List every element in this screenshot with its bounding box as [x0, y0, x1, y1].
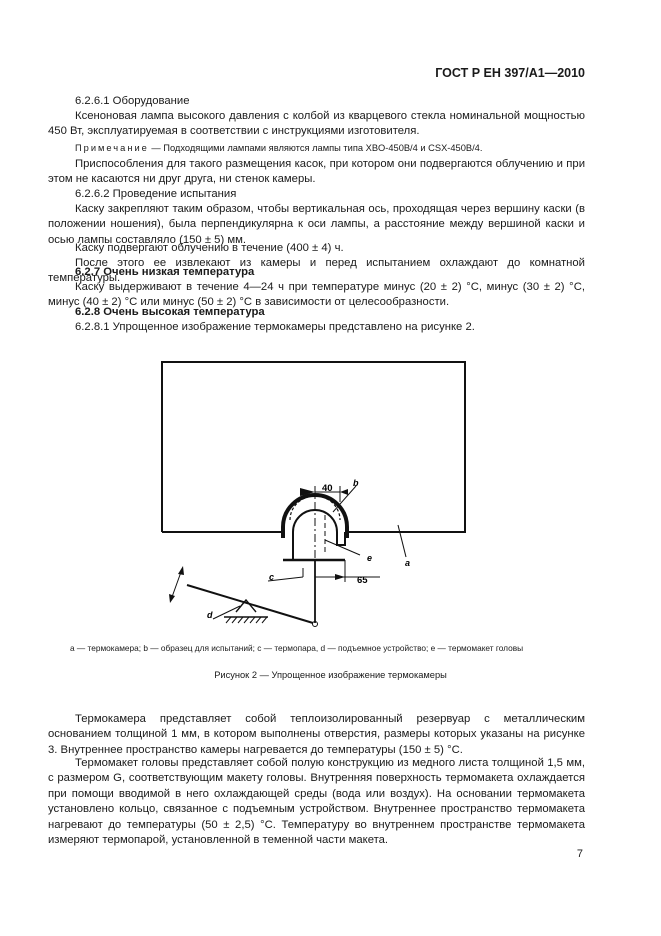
head-form-description: Термомакет головы представляет собой полую конструкцию из медного листа толщиной 1,5 мм, с размером G, соответствующим макету головы. Внутренняя поверхность термомакета охлаждается при помощи вводимой в него охлаждающей среды (вода или воздух). На основании термомакета установлено кольцо, связанное с подъемным устройством. Внутреннее пространство термомакета нагревают до температуры (50 ± 2,5) °С. Температуру во внутреннем пространстве термомакета измеряют термопарой, установленной в теменной части макета.	[48, 757, 585, 847]
figure-caption: Рисунок 2 — Упрощенное изображение термокамеры	[214, 670, 447, 680]
label-a: a	[405, 558, 411, 568]
motion-arrow-down	[169, 594, 175, 603]
head-form	[293, 510, 345, 560]
label-b: b	[353, 478, 359, 488]
low-temperature-text: Каску выдерживают в течение 4—24 ч при температуре минус (20 ± 2) °С, минус (30 ± 2) °С, минус (40 ± 2) °С или минус (50 ± 2) °С в зависимости от целесообразности.	[48, 281, 585, 309]
fixture-description: Приспособления для такого размещения касок, при котором они подвергаются облучению и при этом не касаются ни друг друга, ни стенок камеры.	[48, 158, 585, 186]
section-6-2-7-title: 6.2.7 Очень низкая температура	[75, 266, 255, 278]
section-6-2-8-1-text: 6.2.8.1 Упрощенное изображение термокамеры представлено на рисунке 2.	[75, 321, 475, 333]
label-c: c	[269, 572, 275, 582]
dim-65-label: 65	[357, 575, 368, 586]
chamber-description: Термокамера представляет собой теплоизолированный резервуар с металлическим основанием толщиной 1 мм, в котором выполнены отверстия, размеры которых указаны на рисунке 3. Внутреннее пространство камеры нагревается до температуры (150 ± 5) °С.	[48, 713, 585, 756]
ground-hatch	[226, 617, 267, 623]
test-procedure-text: Каску закрепляют таким образом, чтобы вертикальная ось, проходящая через вершину каски (в положении ношения), была перпендикулярна к оси лампы, а расстояние между вершиной каски и осью лампы составляло (150 ± 5) мм.	[48, 203, 585, 246]
motion-arrow	[172, 572, 181, 597]
cooling-text: После этого ее извлекают из камеры и перед испытанием охлаждают до комнатной температуры.	[48, 257, 585, 285]
note-label: Примечание	[75, 143, 149, 153]
lamp-description: Ксеноновая лампа высокого давления с колбой из кварцевого стекла номинальной мощностью 450 Вт, эксплуатируемая в соответствии с инструкциями изготовителя.	[48, 110, 585, 138]
page-number: 7	[576, 848, 583, 860]
section-6-2-8-title: 6.2.8 Очень высокая температура	[75, 306, 265, 318]
label-d: d	[207, 610, 213, 620]
motion-arrow-up	[178, 566, 184, 575]
label-e: e	[367, 553, 373, 563]
leader-e	[325, 540, 360, 555]
dim-40-label: 40	[322, 483, 333, 494]
section-6-2-6-2-title: 6.2.6.2 Проведение испытания	[75, 188, 237, 200]
note-text: — Подходящими лампами являются лампы типа XBO-450B/4 и CSX-450B/4.	[148, 143, 483, 153]
document-header: ГОСТ Р ЕН 397/А1—2010	[435, 66, 585, 80]
dim-40-arrow-right	[340, 489, 348, 495]
dim-65-arrow	[335, 574, 345, 580]
leader-b	[333, 486, 356, 512]
irradiation-time-text: Каску подвергают облучению в течение (400 ± 4) ч.	[75, 242, 344, 254]
chamber-outline	[162, 362, 465, 532]
section-6-2-6-1-title: 6.2.6.1 Оборудование	[75, 95, 190, 107]
leader-a	[398, 525, 406, 557]
figure-legend: a — термокамера; b — образец для испытаний; c — термопара, d — подъемное устройство; e — термомакет головы	[70, 643, 524, 653]
